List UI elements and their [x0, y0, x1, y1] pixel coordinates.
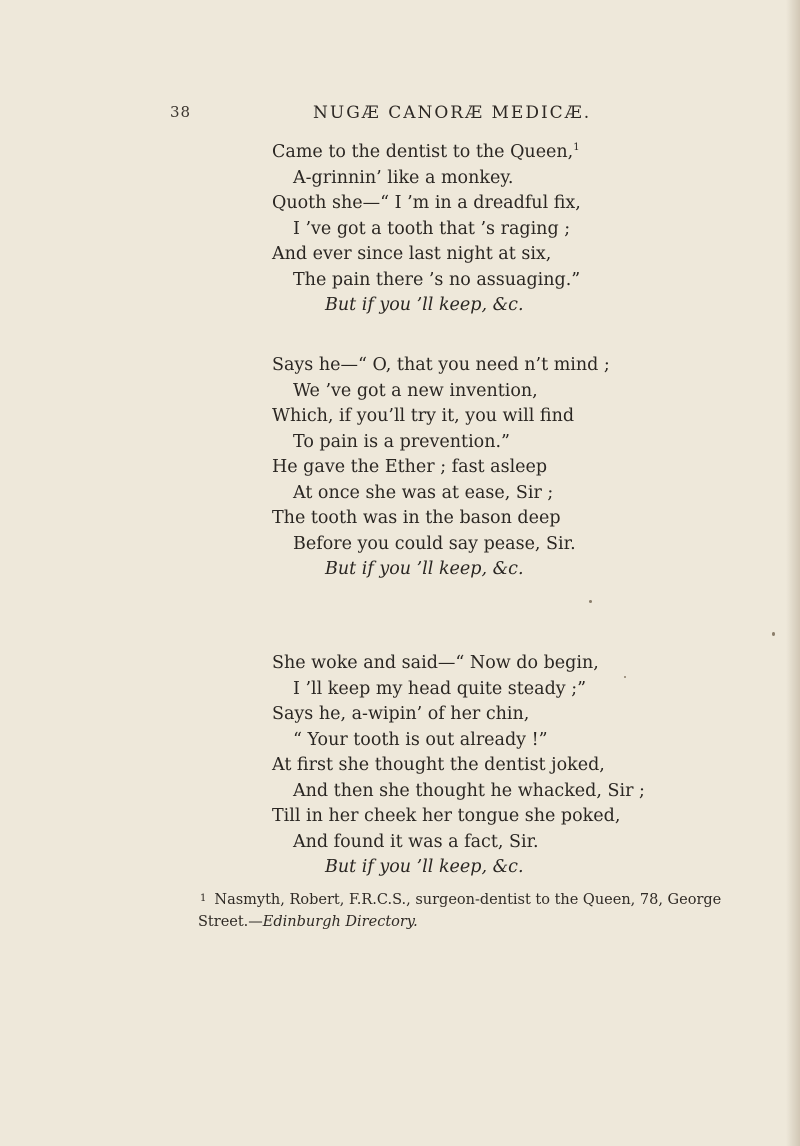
paper-speck [589, 600, 592, 603]
footnote [200, 888, 790, 933]
verse-line: And found it was a fact, Sir. [293, 831, 539, 852]
footnote-ref: 1 [573, 142, 580, 153]
page-number: 38 [170, 103, 192, 121]
stanza-1 [272, 140, 792, 319]
paper-speck [624, 676, 626, 678]
verse-line: Says he—“ O, that you need n’t mind ; [272, 355, 610, 375]
verse-line: He gave the Ether ; fast asleep [272, 457, 548, 477]
verse-line: The pain there ’s no assuaging.” [293, 269, 581, 290]
refrain-line: But if you ’ll keep, &c. [325, 295, 524, 315]
verse-line: The tooth was in the bason deep [272, 508, 561, 528]
footnote-line-2: Street.—Edinburgh Directory. [198, 914, 418, 930]
verse-line: A-grinnin’ like a monkey. [293, 167, 514, 188]
paper-speck [772, 632, 775, 636]
verse-line: At first she thought the dentist joked, [272, 755, 605, 775]
verse-line: I ’ll keep my head quite steady ;” [293, 678, 587, 699]
verse-line: Before you could say pease, Sir. [293, 533, 576, 554]
verse-line: Came to the dentist to the Queen,$^1$ [272, 142, 580, 162]
verse-line: I ’ve got a tooth that ’s raging ; [293, 218, 571, 239]
verse-line: To pain is a prevention.” [293, 431, 510, 452]
footnote-marker: 1 [200, 893, 207, 904]
verse-line: Till in her cheek her tongue she poked, [272, 806, 621, 826]
verse-line: And ever since last night at six, [272, 244, 552, 264]
running-title: NUGÆ CANORÆ MEDICÆ. [313, 103, 592, 123]
stanza-2 [272, 353, 792, 583]
verse-line: She woke and said—“ Now do begin, [272, 653, 599, 673]
verse-line: And then she thought he whacked, Sir ; [293, 780, 645, 801]
stanza-3 [272, 651, 792, 881]
verse-line: Which, if you’ll try it, you will find [272, 406, 575, 426]
verse-line: Quoth she—“ I ’m in a dreadful fix, [272, 193, 581, 213]
refrain-line: But if you ’ll keep, &c. [325, 857, 524, 877]
verse-line: At once she was at ease, Sir ; [293, 482, 554, 503]
refrain-line: But if you ’ll keep, &c. [325, 559, 524, 579]
verse-line: “ Your tooth is out already !” [293, 729, 548, 750]
verse-line: Says he, a-wipin’ of her chin, [272, 704, 530, 724]
footnote-line-1: $^1$ Nasmyth, Robert, F.R.C.S., surgeon-dentist to the Queen, 78, George [200, 892, 722, 908]
footnote-source: Edinburgh Directory. [262, 914, 418, 930]
verse-line: We ’ve got a new invention, [293, 380, 538, 401]
page-header [170, 103, 770, 129]
